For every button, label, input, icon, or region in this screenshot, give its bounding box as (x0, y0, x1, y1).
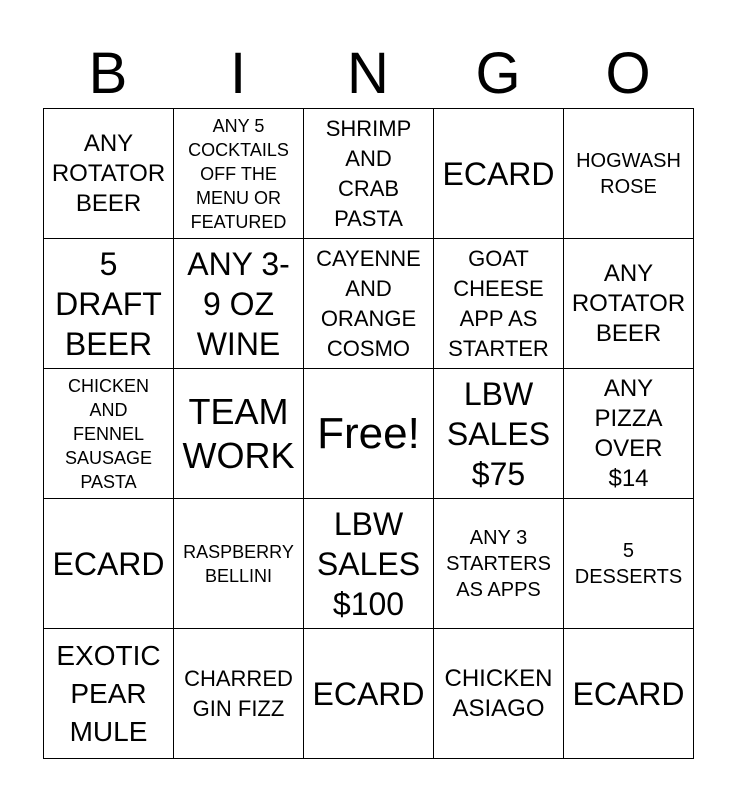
bingo-card-grid (43, 108, 694, 759)
bingo-cell-n2[interactable] (304, 239, 434, 369)
cell-label: RASPBERRY BELLINI (183, 541, 294, 586)
bingo-cell-b5[interactable] (44, 629, 174, 759)
bingo-cell-g4[interactable] (434, 499, 564, 629)
cell-label: GOAT CHEESE APP AS STARTER (448, 245, 549, 361)
cell-label: CHICKEN ASIAGO (444, 664, 553, 722)
bingo-cell-n1[interactable] (304, 109, 434, 239)
free-space-label: Free! (317, 408, 420, 458)
cell-label: 5 DRAFT BEER (55, 245, 162, 362)
bingo-cell-i3[interactable] (174, 369, 304, 499)
bingo-cell-b4[interactable] (44, 499, 174, 629)
cell-label: EXOTIC PEAR MULE (56, 639, 161, 747)
bingo-cell-i5[interactable] (174, 629, 304, 759)
bingo-cell-g3[interactable] (434, 369, 564, 499)
cell-label: ANY ROTATOR BEER (51, 129, 166, 217)
header-letter-b: B (88, 41, 128, 106)
bingo-cell-n3-free[interactable] (304, 369, 434, 499)
bingo-cell-o4[interactable] (564, 499, 694, 629)
cell-label: SHRIMP AND CRAB PASTA (325, 115, 412, 231)
cell-label: ANY 5 COCKTAILS OFF THE MENU OR FEATURED (188, 115, 289, 232)
cell-label: LBW SALES $100 (316, 505, 421, 622)
cell-label: CHARRED GIN FIZZ (184, 665, 293, 721)
bingo-cell-n4[interactable] (304, 499, 434, 629)
header-letter-o: O (605, 41, 651, 106)
cell-label: LBW SALES $75 (446, 375, 551, 492)
bingo-cell-g2[interactable] (434, 239, 564, 369)
bingo-cell-g1[interactable] (434, 109, 564, 239)
header-letter-n: N (347, 41, 389, 106)
cell-label: 5 DESSERTS (574, 539, 683, 588)
cell-label: ECARD (52, 545, 165, 582)
bingo-cell-o1[interactable] (564, 109, 694, 239)
cell-label: ECARD (572, 675, 685, 712)
bingo-cell-g5[interactable] (434, 629, 564, 759)
bingo-cell-b1[interactable] (44, 109, 174, 239)
bingo-cell-i2[interactable] (174, 239, 304, 369)
cell-label: ANY 3- 9 OZ WINE (187, 245, 290, 362)
cell-label: ANY PIZZA OVER $14 (594, 374, 663, 492)
bingo-cell-o2[interactable] (564, 239, 694, 369)
bingo-cell-b3[interactable] (44, 369, 174, 499)
bingo-cell-i1[interactable] (174, 109, 304, 239)
cell-label: ECARD (312, 675, 425, 712)
cell-label: HOGWASH ROSE (576, 149, 681, 198)
bingo-cell-n5[interactable] (304, 629, 434, 759)
header-letter-i: I (229, 41, 247, 106)
cell-label: CAYENNE AND ORANGE COSMO (316, 245, 421, 361)
header-letter-g: G (475, 41, 521, 106)
bingo-cell-b2[interactable] (44, 239, 174, 369)
bingo-header (43, 40, 693, 108)
cell-label: ANY 3 STARTERS AS APPS (446, 526, 551, 601)
cell-label: TEAM WORK (182, 390, 295, 476)
bingo-cell-i4[interactable] (174, 499, 304, 629)
bingo-cell-o3[interactable] (564, 369, 694, 499)
cell-label: ANY ROTATOR BEER (571, 259, 686, 347)
bingo-cell-o5[interactable] (564, 629, 694, 759)
cell-label: ECARD (442, 155, 555, 192)
cell-label: CHICKEN AND FENNEL SAUSAGE PASTA (64, 375, 153, 492)
